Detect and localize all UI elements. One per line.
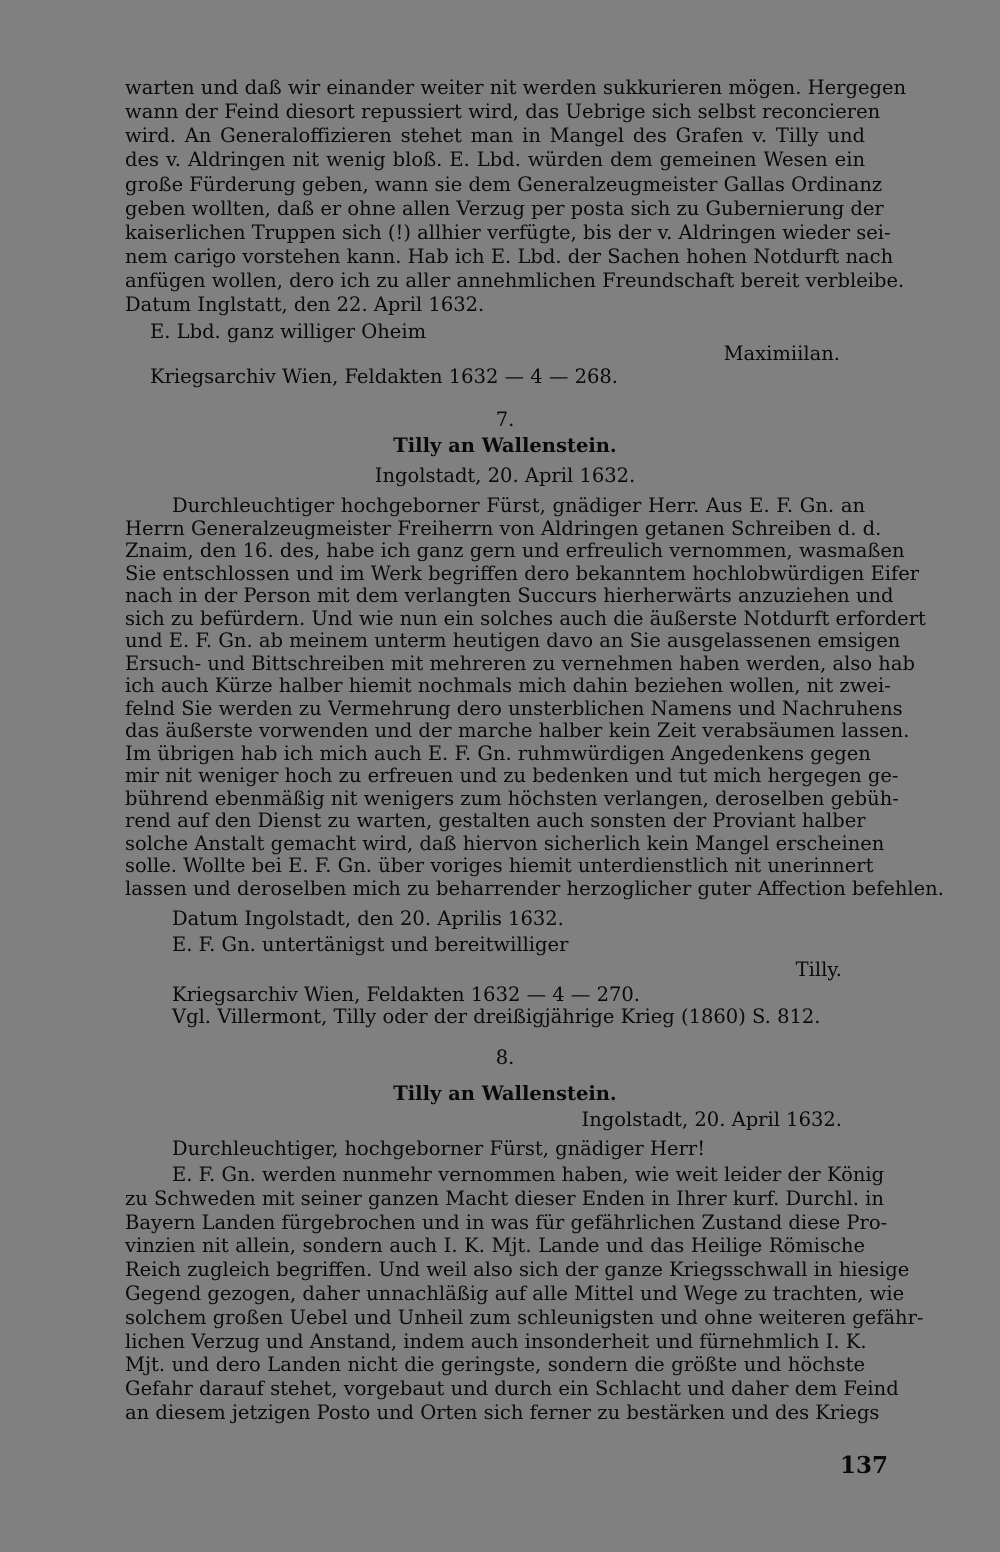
body-line: Gefahr darauf stehet, vorgebaut und durch ein Schlacht und daher dem Feind bbox=[125, 1377, 899, 1400]
body-line: große Fürderung geben, wann sie dem Generalzeugmeister Gallas Ordinanz bbox=[125, 173, 883, 196]
salutation: Durchleuchtiger, hochgeborner Fürst, gnädiger Herr! bbox=[172, 1137, 706, 1160]
body-line: nach in der Person mit dem verlangten Succurs hierherwärts anzuziehen und bbox=[125, 584, 894, 607]
place-date: Ingolstadt, 20. April 1632. bbox=[374, 464, 636, 487]
body-line: Datum Inglstatt, den 22. April 1632. bbox=[125, 293, 485, 316]
body-line: und E. F. Gn. ab meinem unterm heutigen davo an Sie ausgelassenen emsigen bbox=[125, 629, 901, 652]
body-line: vinzien nit allein, sondern auch I. K. Mjt. Lande und das Heilige Römische bbox=[125, 1234, 865, 1257]
body-line: nem carigo vorstehen kann. Hab ich E. Lbd. der Sachen hohen Notdurft nach bbox=[125, 245, 894, 268]
body-line: Znaim, den 16. des, habe ich ganz gern und erfreulich vernommen, wasmaßen bbox=[125, 539, 905, 562]
body-line: E. F. Gn. werden nunmehr vernommen haben, wie weit leider der König bbox=[172, 1163, 885, 1186]
document-number: 8. bbox=[495, 1046, 515, 1069]
body-line: bührend ebenmäßig nit wenigers zum höchsten verlangen, deroselben gebüh- bbox=[125, 787, 899, 810]
body-line: geben wollten, daß er ohne allen Verzug per posta sich zu Gubernierung der bbox=[125, 197, 884, 220]
archive-source: Kriegsarchiv Wien, Feldakten 1632 — 4 — 270. bbox=[172, 983, 641, 1006]
body-line: lassen und deroselben mich zu beharrender herzoglicher guter Affection befehlen. bbox=[125, 877, 944, 900]
body-line: ich auch Kürze halber hiemit nochmals mich dahin beziehen wollen, nit zwei- bbox=[125, 674, 891, 697]
closing-formula: E. Lbd. ganz williger Oheim bbox=[150, 320, 427, 343]
reference-note: Vgl. Villermont, Tilly oder der dreißigjährige Krieg (1860) S. 812. bbox=[172, 1005, 821, 1028]
body-line: Bayern Landen fürgebrochen und in was für gefährlichen Zustand diese Pro- bbox=[125, 1211, 888, 1234]
document-number: 7. bbox=[495, 408, 515, 431]
body-line: das äußerste vorwenden und der marche halber kein Zeit verabsäumen lassen. bbox=[125, 719, 910, 742]
body-line: Ersuch- und Bittschreiben mit mehreren zu vernehmen haben werden, also hab bbox=[125, 652, 915, 675]
body-line: mir nit weniger hoch zu erfreuen und zu bedenken und tut mich hergegen ge- bbox=[125, 764, 899, 787]
body-line: an diesem jetzigen Posto und Orten sich ferner zu bestärken und des Kriegs bbox=[125, 1401, 880, 1424]
body-line: solche Anstalt gemacht wird, daß hiervon sicherlich kein Mangel erscheinen bbox=[125, 832, 885, 855]
datum-line: Datum Ingolstadt, den 20. Aprilis 1632. bbox=[172, 907, 564, 930]
closing-formula: E. F. Gn. untertänigst und bereitwilliger bbox=[172, 933, 569, 956]
page-number: 137 bbox=[839, 1452, 888, 1479]
body-line: Durchleuchtiger hochgeborner Fürst, gnädiger Herr. Aus E. F. Gn. an bbox=[172, 494, 865, 517]
body-line: Herrn Generalzeugmeister Freiherrn von Aldringen getanen Schreiben d. d. bbox=[125, 517, 882, 540]
body-line: des v. Aldringen nit wenig bloß. E. Lbd. würden dem gemeinen Wesen ein bbox=[125, 148, 865, 171]
body-line: warten und daß wir einander weiter nit werden sukkurieren mögen. Hergegen bbox=[125, 76, 907, 99]
body-line: zu Schweden mit seiner ganzen Macht dieser Enden in Ihrer kurf. Durchl. in bbox=[125, 1187, 884, 1210]
document-title: Tilly an Wallenstein. bbox=[393, 434, 617, 457]
archive-source: Kriegsarchiv Wien, Feldakten 1632 — 4 — 268. bbox=[150, 365, 619, 388]
document-title: Tilly an Wallenstein. bbox=[393, 1082, 617, 1105]
signature: Maximiilan. bbox=[723, 342, 840, 365]
body-line: lichen Verzug und Anstand, indem auch insonderheit und fürnehmlich I. K. bbox=[125, 1330, 867, 1353]
body-line: sich zu befürdern. Und wie nun ein solches auch die äußerste Notdurft erfordert bbox=[125, 607, 926, 630]
body-line: Reich zugleich begriffen. Und weil also sich der ganze Kriegsschwall in hiesige bbox=[125, 1258, 910, 1281]
body-line: Mjt. und dero Landen nicht die geringste, sondern die größte und höchste bbox=[125, 1353, 865, 1376]
body-line: wird. An Generaloffizieren stehet man in Mangel des Grafen v. Tilly und bbox=[125, 124, 865, 147]
body-line: kaiserlichen Truppen sich (!) allhier verfügte, bis der v. Aldringen wieder sei- bbox=[125, 221, 891, 244]
body-line: anfügen wollen, dero ich zu aller annehmlichen Freundschaft bereit verbleibe. bbox=[125, 269, 905, 292]
body-line: rend auf den Dienst zu warten, gestalten auch sonsten der Proviant halber bbox=[125, 809, 866, 832]
body-line: Im übrigen hab ich mich auch E. F. Gn. ruhmwürdigen Angedenkens gegen bbox=[125, 742, 871, 765]
signature: Tilly. bbox=[795, 958, 842, 981]
place-date: Ingolstadt, 20. April 1632. bbox=[581, 1108, 842, 1131]
body-line: Sie entschlossen und im Werk begriffen dero bekanntem hochlobwürdigen Eifer bbox=[125, 562, 920, 585]
body-line: Gegend gezogen, daher unnachläßig auf alle Mittel und Wege zu trachten, wie bbox=[125, 1282, 905, 1305]
body-line: felnd Sie werden zu Vermehrung dero unsterblichen Namens und Nachruhens bbox=[125, 697, 903, 720]
body-line: wann der Feind diesort repussiert wird, das Uebrige sich selbst reconcieren bbox=[125, 100, 881, 123]
body-line: solchem großen Uebel und Unheil zum schleunigsten und ohne weiteren gefähr- bbox=[125, 1306, 924, 1329]
body-line: solle. Wollte bei E. F. Gn. über voriges hiemit unterdienstlich nit unerinnert bbox=[125, 854, 874, 877]
